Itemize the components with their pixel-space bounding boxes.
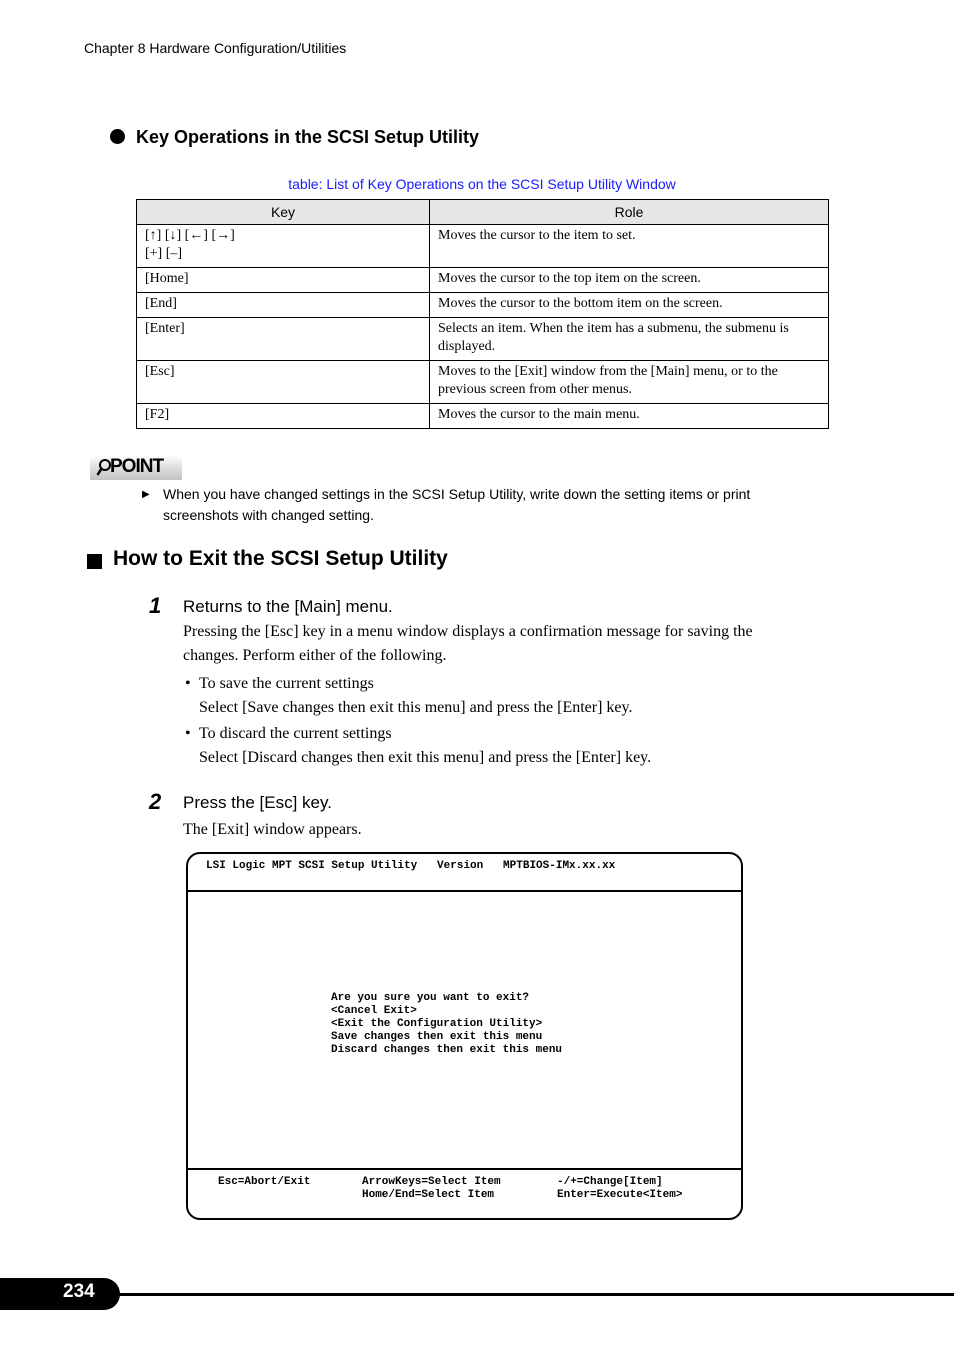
section-title-key-operations: Key Operations in the SCSI Setup Utility [136,127,480,147]
bullet-circle-icon [110,129,125,144]
key-cell: [Home] [137,268,430,293]
table-caption: table: List of Key Operations on the SCSI Setup Utility Window [288,176,676,192]
menu-item-discard-exit: Discard changes then exit this menu [331,1044,563,1056]
running-head: Chapter 8 Hardware Configuration/Utilities [84,40,347,56]
exit-prompt: Are you sure you want to exit? [331,992,530,1004]
role-cell: Moves the cursor to the top item on the screen. [430,268,829,293]
key-arrows: [↑] [↓] [←] [→] [145,228,235,243]
step-body: The [Exit] window appears. [183,821,362,838]
footer-enter-hint: Enter=Execute<Item> [557,1189,683,1201]
exit-window-screenshot [186,852,743,1220]
role-cell: Moves the cursor to the item to set. [430,225,829,268]
square-bullet-icon [87,554,102,569]
table-row [137,318,829,361]
table-header-key: Key [137,200,430,225]
page-number: 234 [63,1281,95,1302]
menu-item-save-exit: Save changes then exit this menu [331,1031,543,1043]
bullet-dot: • [185,725,191,742]
step-number: 1 [149,593,162,618]
point-note: When you have changed settings in the SCSI Setup Utility, write down the setting items or print screenshots with changed setting. [163,486,751,523]
step-title: Returns to the [Main] menu. [183,597,393,616]
step-body: Pressing the [Esc] key in a menu window displays a confirmation message for saving the changes. Perform either of the following. [183,623,753,664]
table-row [137,225,829,268]
role-cell: Selects an item. When the item has a submenu, the submenu is displayed. [430,318,829,361]
bullet-detail: Select [Discard changes then exit this menu] and press the [Enter] key. [199,749,652,766]
step-title: Press the [Esc] key. [183,793,332,812]
menu-item-cancel-exit: <Cancel Exit> [331,1005,417,1017]
table-row [137,268,829,293]
role-cell: Moves the cursor to the main menu. [430,404,829,429]
footer-rule [110,1293,954,1296]
triangle-bullet-icon: ▶ [142,489,150,500]
bullet-label: To save the current settings [199,675,374,692]
table-row [137,404,829,429]
key-cell: [F2] [137,404,430,429]
key-cell: [End] [137,293,430,318]
section-title-exit: How to Exit the SCSI Setup Utility [113,547,448,570]
table-header-role: Role [430,200,829,225]
footer-arrow-hint: ArrowKeys=Select Item [362,1176,501,1188]
footer-change-hint: -/+=Change[Item] [557,1176,663,1188]
point-logo [90,455,182,480]
header-divider [188,890,741,892]
role-cell: Moves the cursor to the bottom item on the screen. [430,293,829,318]
footer-homeend-hint: Home/End=Select Item [362,1189,495,1201]
key-cell: [Esc] [137,361,430,404]
table-row [137,361,829,404]
footer-divider [188,1168,741,1170]
step-number: 2 [149,789,162,814]
key-cell: [Enter] [137,318,430,361]
bullet-label: To discard the current settings [199,725,392,742]
footer-esc-hint: Esc=Abort/Exit [218,1176,311,1188]
key-plus-minus: [+] [–] [145,246,183,261]
screen-header: LSI Logic MPT SCSI Setup Utility Version MPTBIOS-IMx.xx.xx [206,860,616,872]
table-row [137,293,829,318]
bullet-detail: Select [Save changes then exit this menu] and press the [Enter] key. [199,699,633,716]
bullet-dot: • [185,675,191,692]
key-cell [137,225,430,268]
point-label: POINT [110,456,164,477]
page-number-tab [0,1278,120,1310]
role-cell: Moves to the [Exit] window from the [Main] menu, or to the previous screen from other menus. [430,361,829,404]
menu-item-exit-utility: <Exit the Configuration Utility> [331,1018,543,1030]
key-operations-table [136,199,829,429]
